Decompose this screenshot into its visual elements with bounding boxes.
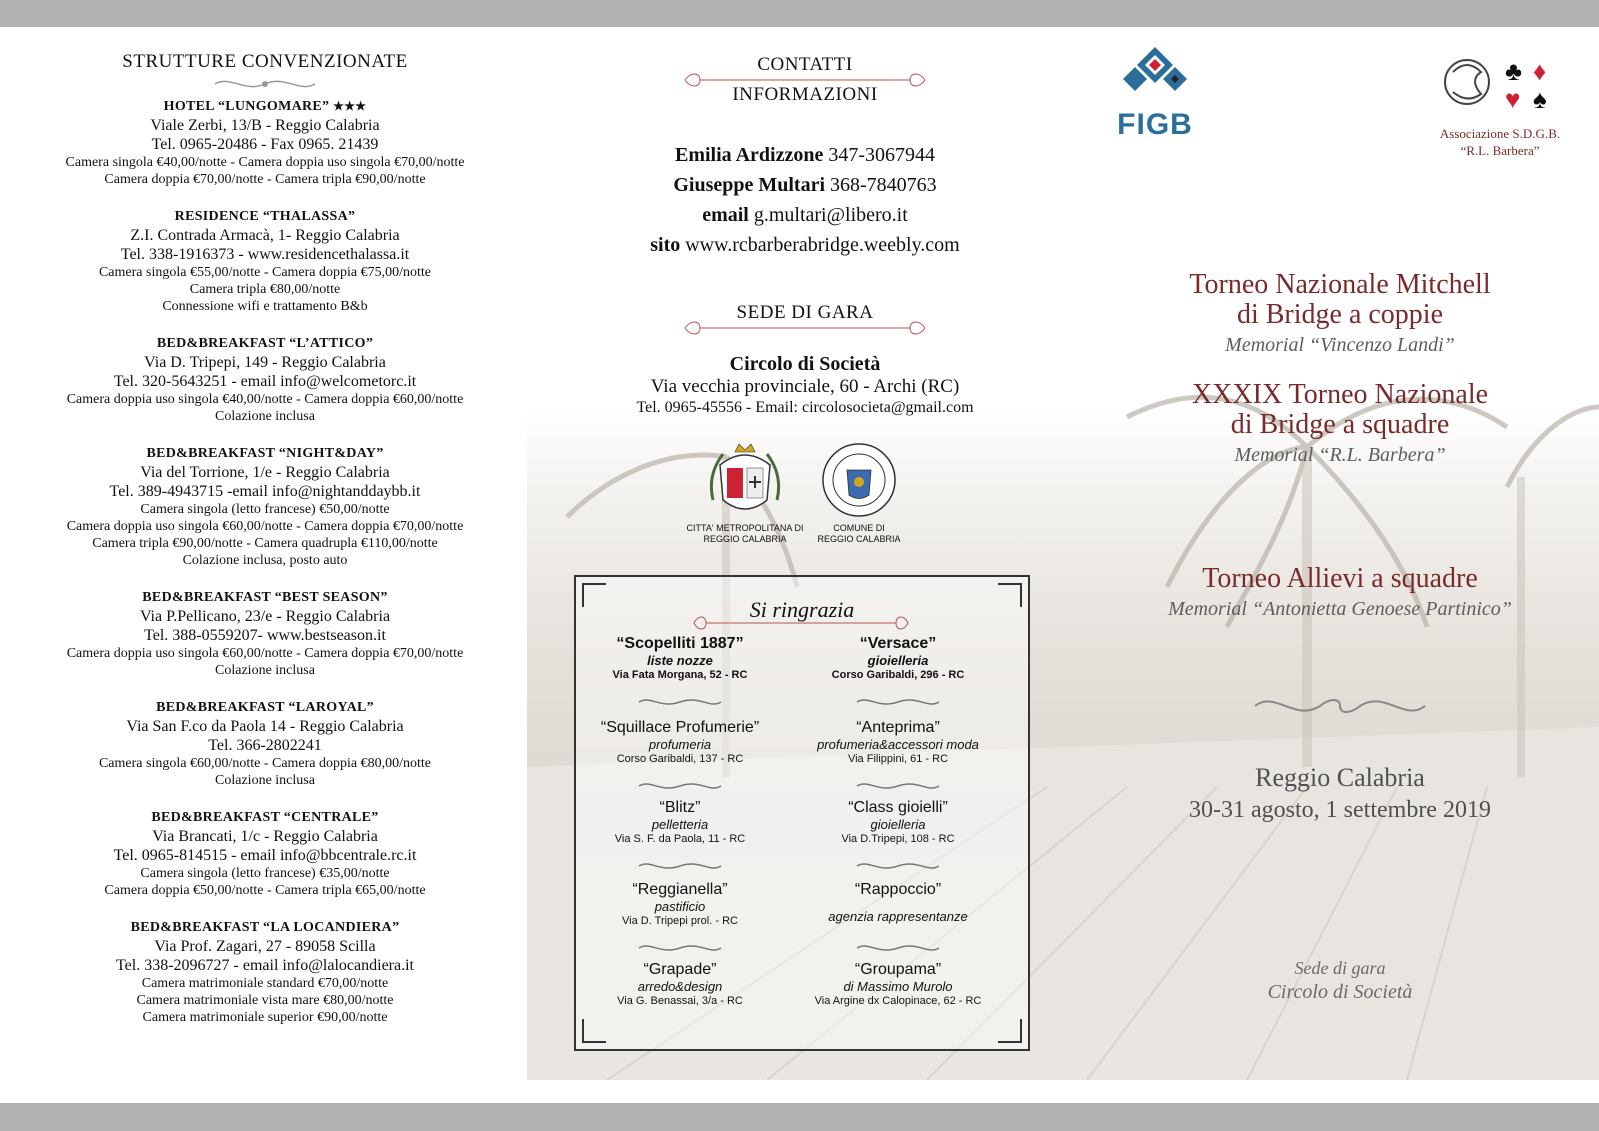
hotel-rate-line: Connessione wifi e trattamento B&b xyxy=(162,299,368,314)
contact-value[interactable]: www.rcbarberabridge.weebly.com xyxy=(685,234,960,256)
hotel-rate-line: Camera tripla €90,00/notte - Camera quadrupla €110,00/notte xyxy=(92,536,438,551)
svg-text:♥: ♥ xyxy=(1505,85,1521,114)
bottom-band xyxy=(0,1103,1599,1131)
hotel-address-line: Tel. 320-5643251 - email info@welcometorc.it xyxy=(113,373,417,390)
sponsor-name: “Grapade” xyxy=(643,961,717,978)
hotel-name-text: BED&BREAKFAST “LA LOCANDIERA” xyxy=(130,920,400,935)
sponsor-name: “Rappoccio” xyxy=(854,881,942,898)
hotel-list xyxy=(20,97,510,1026)
dates: 30-31 agosto, 1 settembre 2019 xyxy=(1189,797,1491,823)
figb-logo xyxy=(1100,45,1210,140)
hotel-rate-line: Camera doppia uso singola €40,00/notte - Camera doppia €60,00/notte xyxy=(66,392,464,407)
tournament-panel xyxy=(1080,270,1599,1004)
sponsor-divider-ornament xyxy=(635,779,725,793)
hotel-entry xyxy=(20,97,510,188)
hotel-address-line: Tel. 0965-20486 - Fax 0965. 21439 xyxy=(151,136,379,153)
hotel-address-line: Tel. 389-4943715 -email info@nightanddaybb.it xyxy=(109,483,421,500)
venue-header xyxy=(600,298,1010,338)
hotel-rate-line: Camera doppia uso singola €60,00/notte - Camera doppia €70,00/notte xyxy=(66,646,464,661)
seal-2-line-1: COMUNE DI xyxy=(833,523,885,533)
contact-row xyxy=(600,200,1010,230)
contacts-panel xyxy=(600,50,1010,418)
hotel-name xyxy=(20,444,510,463)
hotel-entry xyxy=(20,334,510,425)
sponsor-divider-ornament xyxy=(635,941,725,955)
sponsor-entry xyxy=(580,799,780,847)
hotel-address-line: Tel. 366-2802241 xyxy=(208,737,322,754)
hotel-address-line: Via del Torrione, 1/e - Reggio Calabria xyxy=(140,464,390,481)
tournament-2-line-1: XXXIX Torneo Nazionale xyxy=(1191,379,1489,410)
seal-citta-metropolitana xyxy=(680,440,810,545)
top-band xyxy=(0,0,1599,27)
sponsor-address: Corso Garibaldi, 296 - RC xyxy=(831,669,965,681)
sponsor-entry xyxy=(798,719,998,767)
sponsor-name: “Blitz” xyxy=(659,799,701,816)
tournament-2-line-2: di Bridge a squadre xyxy=(1230,409,1450,440)
sponsor-address: Via S. F. da Paola, 11 - RC xyxy=(614,833,746,845)
hotel-entry xyxy=(20,918,510,1026)
hotel-rate-line: Camera singola €60,00/notte - Camera doppia €80,00/notte xyxy=(98,756,432,771)
city: Reggio Calabria xyxy=(1255,763,1425,792)
sponsor-type: profumeria&accessori moda xyxy=(817,737,979,752)
hotel-name xyxy=(20,97,510,116)
hotel-name-text: RESIDENCE “THALASSA” xyxy=(174,209,356,224)
sponsor-divider-ornament xyxy=(853,695,943,709)
hotel-name xyxy=(20,334,510,353)
sponsor-type: liste nozze xyxy=(647,653,713,668)
hotel-entry xyxy=(20,588,510,679)
hotel-rate-line: Colazione inclusa xyxy=(215,663,315,678)
sponsor-entry xyxy=(580,635,780,683)
hotel-rate-line: Colazione inclusa, posto auto xyxy=(182,553,348,568)
figb-suits-icon xyxy=(1115,45,1195,105)
hotel-name-text: BED&BREAKFAST “BEST SEASON” xyxy=(142,590,388,605)
hotel-name-text: BED&BREAKFAST “NIGHT&DAY” xyxy=(146,446,384,461)
sponsor-divider-ornament xyxy=(635,859,725,873)
contact-value[interactable]: g.multari@libero.it xyxy=(753,204,908,226)
hotel-address-line: Tel. 338-2096727 - email info@lalocandiera.it xyxy=(116,957,414,974)
hotel-rate-line: Camera singola €40,00/notte - Camera doppia uso singola €70,00/notte xyxy=(65,155,465,170)
sponsor-type: di Massimo Murolo xyxy=(843,979,953,994)
hotel-rate-line: Camera matrimoniale standard €70,00/notte xyxy=(141,976,389,991)
sponsor-address: Via Fata Morgana, 52 - RC xyxy=(612,669,748,681)
sponsor-name: “Class gioielli” xyxy=(848,799,948,816)
hotel-rate-line: Camera doppia uso singola €60,00/notte - Camera doppia €70,00/notte xyxy=(66,519,464,534)
hotel-address-line: Via D. Tripepi, 149 - Reggio Calabria xyxy=(144,354,386,371)
hotel-name-text: HOTEL “LUNGOMARE” xyxy=(163,99,330,114)
sponsor-divider-ornament xyxy=(635,695,725,709)
hotel-name-text: BED&BREAKFAST “L’ATTICO” xyxy=(156,336,374,351)
seal-1-line-2: REGGIO CALABRIA xyxy=(703,534,787,544)
hotel-name xyxy=(20,207,510,226)
accommodations-panel xyxy=(20,45,510,1026)
sponsor-address: Via G. Benassai, 3/a - RC xyxy=(617,995,743,1007)
contact-label: Emilia Ardizzone xyxy=(675,144,824,166)
association-name-1: Associazione S.D.G.B. xyxy=(1439,126,1561,141)
contact-row xyxy=(600,230,1010,260)
corner-bottom-right xyxy=(998,1019,1022,1043)
memorial-1: Memorial “Vincenzo Landi” xyxy=(1225,334,1455,356)
accommodations-title: STRUTTURE CONVENZIONATE xyxy=(122,51,408,72)
sponsor-type: profumeria xyxy=(648,737,712,752)
svg-text:♣: ♣ xyxy=(1505,57,1523,86)
seal-1-line-1: CITTA' METROPOLITANA DI xyxy=(686,523,804,533)
sponsor-name: “Groupama” xyxy=(854,961,942,978)
sponsors-box xyxy=(574,575,1030,1051)
hotel-name xyxy=(20,808,510,827)
contact-value: 368-7840763 xyxy=(830,174,937,196)
sponsor-address: Via Filippini, 61 - RC xyxy=(847,753,949,765)
hotel-address-line: Tel. 0965-814515 - email info@bbcentrale.rc.it xyxy=(113,847,417,864)
sponsor-entry xyxy=(798,799,998,847)
association-logo xyxy=(1420,50,1580,159)
hotel-address-line: Via P.Pellicano, 23/e - Reggio Calabria xyxy=(139,608,391,625)
sponsor-address: Via D. Tripepi prol. - RC xyxy=(622,915,738,927)
star-rating: ★★★ xyxy=(333,99,367,113)
hotel-entry xyxy=(20,808,510,899)
sponsor-name: “Versace” xyxy=(859,635,937,652)
venue-title: SEDE DI GARA xyxy=(736,302,874,323)
contact-label: sito xyxy=(650,234,681,256)
sponsors-title: Si ringrazia xyxy=(749,597,855,622)
sponsor-type: gioielleria xyxy=(867,653,929,668)
sponsor-address: Corso Garibaldi, 137 - RC xyxy=(616,753,744,765)
right-ornament xyxy=(1245,686,1435,726)
memorial-3: Memorial “Antonietta Genoese Partinico” xyxy=(1168,598,1512,620)
coat-of-arms-icon xyxy=(705,440,785,520)
contact-row xyxy=(600,140,1010,170)
association-name-2: “R.L. Barbera” xyxy=(1460,143,1540,158)
round-seal-icon xyxy=(819,440,899,520)
hotel-rate-line: Camera tripla €80,00/notte xyxy=(189,282,341,297)
hotel-rate-line: Camera singola (letto francese) €35,00/notte xyxy=(140,866,390,881)
contacts-title: CONTATTI xyxy=(757,54,853,75)
hotel-address-line: Tel. 388-0559207- www.bestseason.it xyxy=(144,627,386,644)
sponsor-address: Via D.Tripepi, 108 - RC xyxy=(841,833,955,845)
hotel-name-text: BED&BREAKFAST “CENTRALE” xyxy=(151,810,379,825)
contacts-list xyxy=(600,140,1010,260)
hotel-rate-line: Camera singola €55,00/notte - Camera doppia €75,00/notte xyxy=(98,265,432,280)
hotel-address-line: Via Prof. Zagari, 27 - 89058 Scilla xyxy=(154,938,376,955)
sponsor-type: gioielleria xyxy=(870,817,926,832)
hotel-rate-line: Camera doppia €70,00/notte - Camera tripla €90,00/notte xyxy=(104,172,426,187)
tournament-1-line-1: Torneo Nazionale Mitchell xyxy=(1189,269,1491,300)
sponsor-divider-ornament xyxy=(853,941,943,955)
corner-bottom-left xyxy=(582,1019,606,1043)
sponsor-entry xyxy=(580,961,780,1009)
hotel-entry xyxy=(20,698,510,789)
contact-value: 347-3067944 xyxy=(828,144,935,166)
info-title: INFORMAZIONI xyxy=(732,84,878,105)
hotel-address-line: Tel. 338-1916373 - www.residencethalassa.it xyxy=(120,246,410,263)
venue-name: Circolo di Società xyxy=(729,353,881,375)
sponsor-type: pastificio xyxy=(654,899,706,914)
sponsor-entry xyxy=(580,719,780,767)
sponsor-entry xyxy=(798,881,998,924)
sponsor-type: pelletteria xyxy=(651,817,709,832)
sponsor-entry xyxy=(798,961,998,1009)
sponsor-name: “Reggianella” xyxy=(632,881,728,898)
hotel-address-line: Via Brancati, 1/c - Reggio Calabria xyxy=(152,828,378,845)
sponsor-name: “Squillace Profumerie” xyxy=(600,719,760,736)
sponsor-divider-ornament xyxy=(853,859,943,873)
sponsor-name: “Anteprima” xyxy=(856,719,940,736)
hotel-rate-line: Camera matrimoniale vista mare €80,00/notte xyxy=(136,993,394,1008)
seal-2-line-2: REGGIO CALABRIA xyxy=(817,534,901,544)
contacts-header xyxy=(600,50,1010,112)
hotel-name-text: BED&BREAKFAST “LAROYAL” xyxy=(156,700,374,715)
venue-contact: Tel. 0965-45556 - Email: circolosocieta@gmail.com xyxy=(636,399,974,416)
svg-text:♠: ♠ xyxy=(1533,85,1547,114)
association-emblem-icon xyxy=(1425,50,1575,120)
sponsor-divider-ornament xyxy=(853,779,943,793)
hotel-rate-line: Camera matrimoniale superior €90,00/notte xyxy=(142,1010,388,1025)
sponsor-type: agenzia rappresentanze xyxy=(828,909,968,924)
sponsor-address: Via Argine dx Calopinace, 62 - RC xyxy=(814,995,982,1007)
hotel-entry xyxy=(20,207,510,315)
sponsor-type: arredo&design xyxy=(637,979,723,994)
hotel-name xyxy=(20,918,510,937)
hotel-name xyxy=(20,698,510,717)
hotel-address-line: Via San F.co da Paola 14 - Reggio Calabria xyxy=(126,718,404,735)
ornament-divider xyxy=(210,75,320,93)
figb-text: FIGB xyxy=(1117,108,1193,141)
venue-address: Via vecchia provinciale, 60 - Archi (RC) xyxy=(650,376,960,397)
hotel-rate-line: Colazione inclusa xyxy=(215,773,315,788)
hotel-rate-line: Camera doppia €50,00/notte - Camera tripla €65,00/notte xyxy=(104,883,426,898)
hotel-rate-line: Camera singola (letto francese) €50,00/notte xyxy=(140,502,390,517)
hotel-address-line: Z.I. Contrada Armacà, 1- Reggio Calabria xyxy=(130,227,400,244)
seal-comune xyxy=(794,440,924,545)
svg-text:♦: ♦ xyxy=(1533,57,1547,86)
sponsor-entry xyxy=(580,881,780,929)
hotel-rate-line: Colazione inclusa xyxy=(215,409,315,424)
contact-label: Giuseppe Multari xyxy=(673,174,825,196)
sede-name: Circolo di Società xyxy=(1267,981,1413,1003)
contact-row xyxy=(600,170,1010,200)
hotel-entry xyxy=(20,444,510,569)
tournament-3: Torneo Allievi a squadre xyxy=(1202,563,1478,594)
hotel-name xyxy=(20,588,510,607)
sede-label: Sede di gara xyxy=(1294,958,1386,978)
sponsor-entry xyxy=(798,635,998,683)
bottom-margin xyxy=(0,1080,1599,1103)
hotel-address-line: Viale Zerbi, 13/B - Reggio Calabria xyxy=(150,117,380,134)
memorial-2: Memorial “R.L. Barbera” xyxy=(1234,444,1446,466)
contact-label: email xyxy=(702,204,749,226)
tournament-1-line-2: di Bridge a coppie xyxy=(1236,299,1444,330)
sponsor-name: “Scopelliti 1887” xyxy=(616,635,744,652)
